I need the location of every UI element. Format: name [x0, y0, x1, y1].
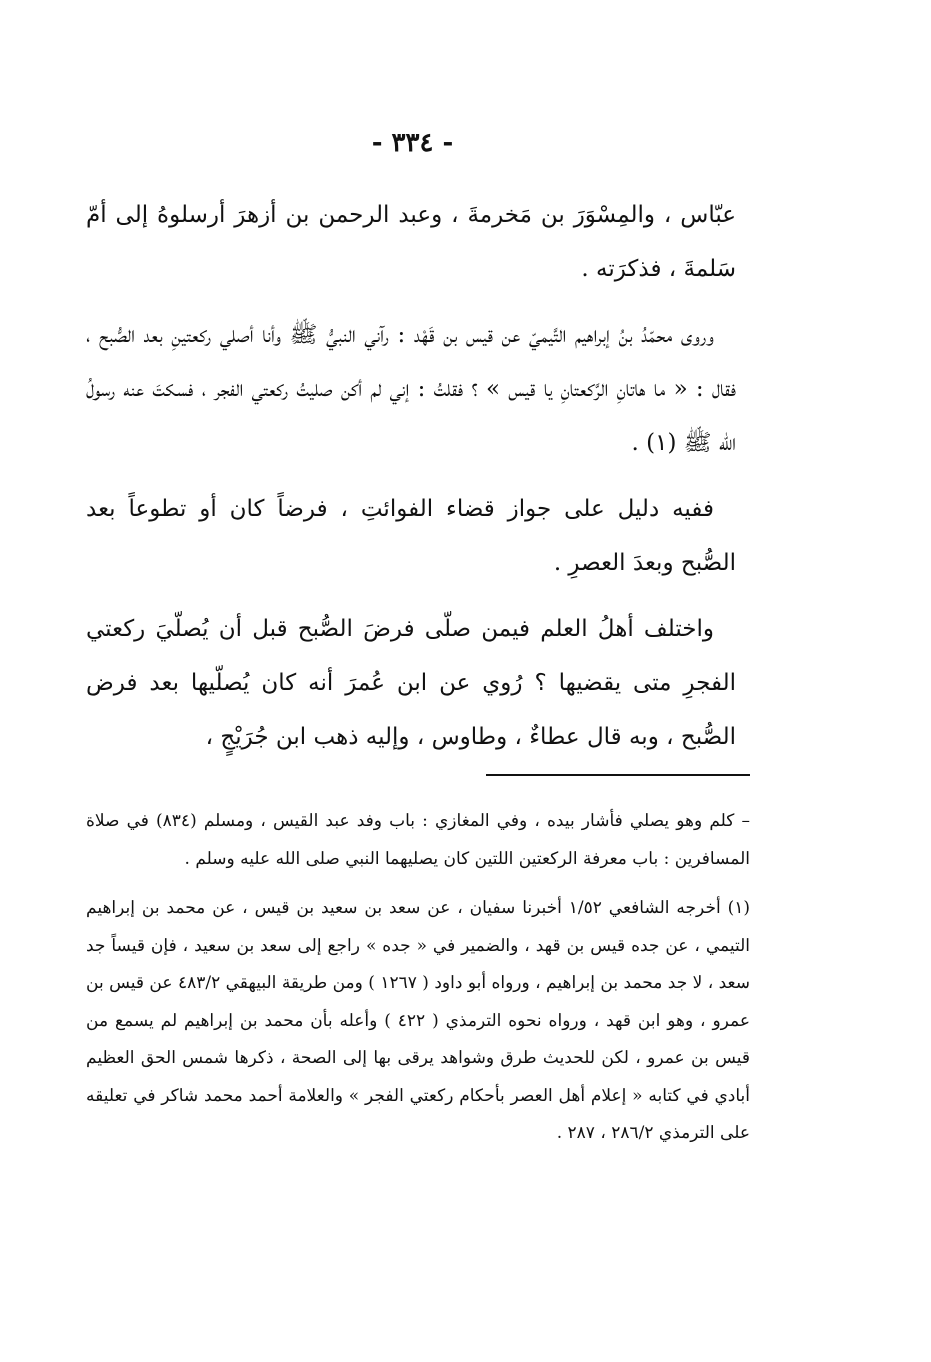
- paragraph: وروى محمّدُ بنُ إبراهيم التَّيميّ عن قيس بن قَهْد : رآني النبيُّ ﷺ وأنا أصلي ركعتينِ بعد الصُّبح ، فقال : « ما هاتانِ الرَّكعتانِ يا قيس » ؟ فقلتُ : إني لم أكن صليتُ ركعتي الفجر ، فسكتَ عنه رسولُ الله ﷺ (١) .: [86, 322, 736, 456]
- paragraph: ففيه دليل على جواز قضاء الفوائتِ ، فرضاً كان أو تطوعاً بعد الصُّبح وبعدَ العصرِ .: [86, 496, 736, 576]
- page-number: - ٣٣٤ -: [371, 128, 454, 158]
- footnote-continuation: – كلم وهو يصلي فأشار بيده ، وفي المغازي : باب وفد عبد القيس ، ومسلم (٨٣٤) في صلاة المسافرين : باب معرفة الركعتين اللتين كان يصليهما النبي صلى الله عليه وسلم .: [86, 811, 750, 869]
- footnote: (١) أخرجه الشافعي ١/٥٢ أخبرنا سفيان ، عن سعد بن سعيد بن قيس ، عن محمد بن إبراهيم التيمي ، عن جده قيس بن قهد ، والضمير في « جده » راجع إلى سعد بن سعيد ، فإن قيساً جد سعد ، لا جد محمد بن إبراهيم ، ورواه أبو داود ( ١٢٦٧ ) ومن طريقة البيهقي ٤٨٣/٢ عن قيس بن عمرو ، وهو ابن قهد ، ورواه نحوه الترمذي ( ٤٢٢ ) وأعله بأن محمد بن إبراهيم لم يسمع من قيس بن عمرو ، لكن للحديث طرق وشواهد يرقى بها إلى الصحة ، ذكرها شمس الحق العظيم أبادي في كتابه « إعلام أهل العصر بأحكام ركعتي الفجر » والعلامة أحمد محمد شاكر في تعليقه على الترمذي ٢٨٦/٢ ، ٢٨٧ .: [86, 898, 751, 1143]
- paragraph: واختلف أهلُ العلم فيمن صلّى فرضَ الصُّبح قبل أن يُصلّيَ ركعتي الفجرِ متى يقضيها ؟ رُوي عن ابن عُمرَ أنه كان يُصلّيها بعد فرض الصُّبح ، وبه قال عطاءٌ ، وطاوس ، وإليه ذهب ابن جُرَيْجٍ ،: [86, 616, 736, 750]
- footnote-separator: [486, 774, 750, 776]
- main-text: [86, 188, 736, 776]
- footnotes: [86, 803, 750, 1165]
- paragraph: عبّاس ، والمِسْوَرَ بن مَخرمةَ ، وعبد الرحمن بن أزهرَ أرسلوهُ إلى أمّ سَلمةَ ، فذكرَته .: [86, 202, 736, 282]
